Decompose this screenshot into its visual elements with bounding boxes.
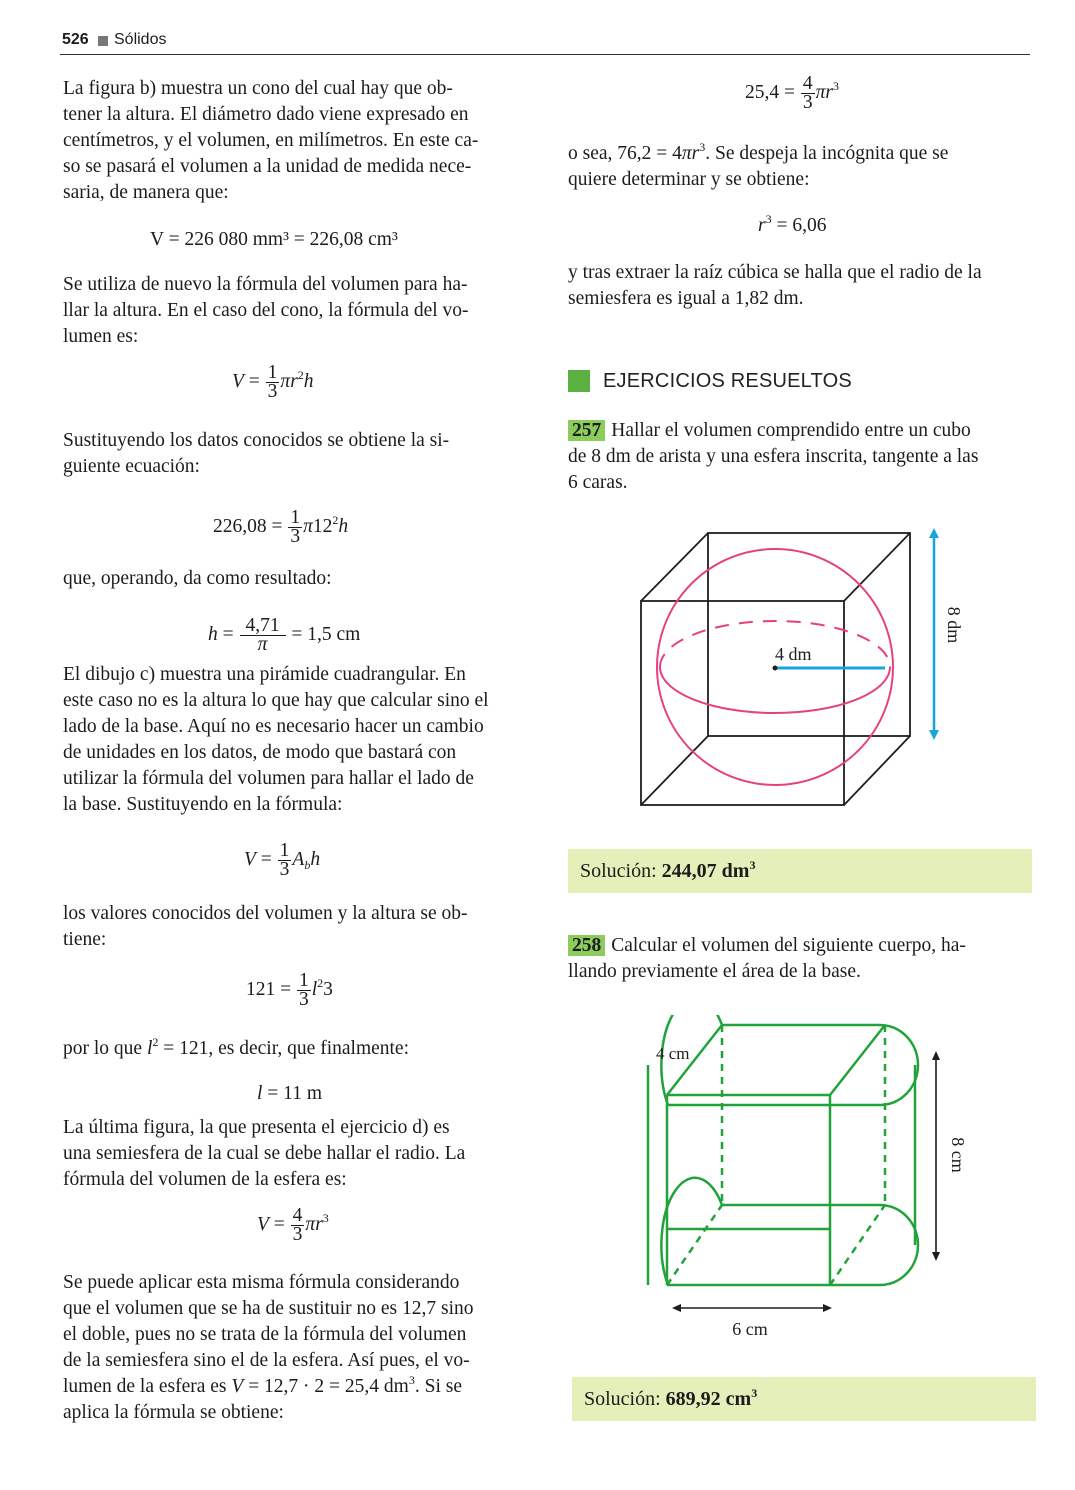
equation-pyramid-volume: V = $\frac{1}{3}$ $A_bh$ [244,840,321,880]
paragraph-cone-intro: La figura b) muestra un cono del cual hay que ob- tener la altura. El diámetro dado viene expresado en centímetros, y el volumen, en milímetros. En este ca- so se pasará el volumen a la unidad de medida nece- saria, de manera que: [63,78,479,203]
equation-cone-volume: V = $\frac{1}{3}$ $\pi r^2h$ [232,362,314,402]
equation-sphere-substituted: 25,4 = $\frac{4}{3}$ $\pi r^3$ [745,73,839,113]
paragraph-cone-formula: Se utiliza de nuevo la fórmula del volumen para ha- llar la altura. En el caso del cono, la fórmula del vo- lumen es: [63,274,469,347]
equation-side-result: l = 11 m [257,1083,322,1104]
equation-sphere-volume: V = $\frac{4}{3}$ $\pi r^3$ [257,1205,329,1245]
paragraph-radius-result: y tras extraer la raíz cúbica se halla que el radio de la semiesfera es igual a 1,82 dm. [568,262,982,309]
height-arrow [929,528,939,740]
paragraph-finally: por lo que $l^2 = 121$, es decir, que finalmente: [63,1035,410,1059]
section-title: EJERCICIOS RESUELTOS [603,370,852,392]
height-arrow [932,1051,940,1261]
top-face [661,1015,918,1105]
page-number: 526 [62,31,89,48]
solution-258: Solución: 689,92 $cm^3$ [572,1377,1036,1421]
paragraph-sphere-application: Se puede aplicar esta misma fórmula considerando que el volumen que se ha de sustituir no es 12,7 sino el doble, pues no se trata de la fórmula del volumen de la semiesfera sino el de la esfera. Así pues, el vo- lumen de la esfera es V = 12,7 · 2 = 25,4 $dm^3$. Si se aplica la fórmula se obtiene: [63,1272,474,1423]
equation-r-cubed: $r^3 = 6,06$ [758,212,827,236]
width-arrow [672,1304,832,1312]
paragraph-result-intro: que, operando, da como resultado: [63,568,332,589]
exercise-number: 257 [568,420,605,441]
paragraph-pyramid: El dibujo c) muestra una pirámide cuadrangular. En este caso no es la altura lo que hay que calcular sino el lado de la base. Aquí no es necesario hacer un cambio de unidades en los datos, de modo que bastará con utilizar la fórmula del volumen para hallar el lado de la base. Sustituyendo en la fórmula: [63,664,489,815]
paragraph-substitution: Sustituyendo los datos conocidos se obtiene la si- guiente ecuación: [63,430,450,477]
hidden-edges [667,1025,885,1285]
sphere-equator-front [660,667,890,713]
width-label: 6 cm [732,1319,768,1339]
exercise-258-statement: 258 Calcular el volumen del siguiente cuerpo, ha- llando previamente el área de la base. [568,935,966,982]
side-label: 8 dm [944,606,964,644]
equation-pyramid-substituted: 121 = $\frac{1}{3}$ $l^23$ [246,970,333,1010]
height-label: 8 cm [948,1137,968,1173]
radius-label: 4 cm [656,1044,690,1063]
page-header [60,28,1030,55]
paragraph-isolate: o sea, $76,2 = 4\pi r^3$. Se despeja la incógnita que se quiere determinar y se obtiene: [568,140,949,190]
section-square-icon [568,370,590,392]
paragraph-known-values: los valores conocidos del volumen y la altura se ob- tiene: [63,903,468,950]
solution-257: Solución: 244,07 $dm^3$ [568,849,1032,893]
cube-sphere-figure [630,525,970,815]
exercise-number: 258 [568,935,605,956]
equation-height-result: h = $\frac{4,71}{\pi}$ = 1,5 cm [208,615,361,655]
bottom-face [661,1178,918,1285]
section-name: Sólidos [114,31,167,48]
header-square-icon [98,36,108,46]
radius-label: 4 dm [775,644,812,664]
rounded-prism-figure [630,1015,970,1345]
equation-cone-substituted: 226,08 = $\frac{1}{3}$ $\pi 12^2h$ [213,507,349,547]
equation-volume-conversion: V = 226 080 mm³ = 226,08 cm³ [150,229,398,250]
exercise-257-statement: 257 Hallar el volumen comprendido entre un cubo de 8 dm de arista y una esfera inscrita, tangente a las 6 caras. [568,420,979,493]
paragraph-hemisphere: La última figura, la que presenta el ejercicio d) es una semiesfera de la cual se debe hallar el radio. La fórmula del volumen de la esfera es: [63,1117,466,1190]
